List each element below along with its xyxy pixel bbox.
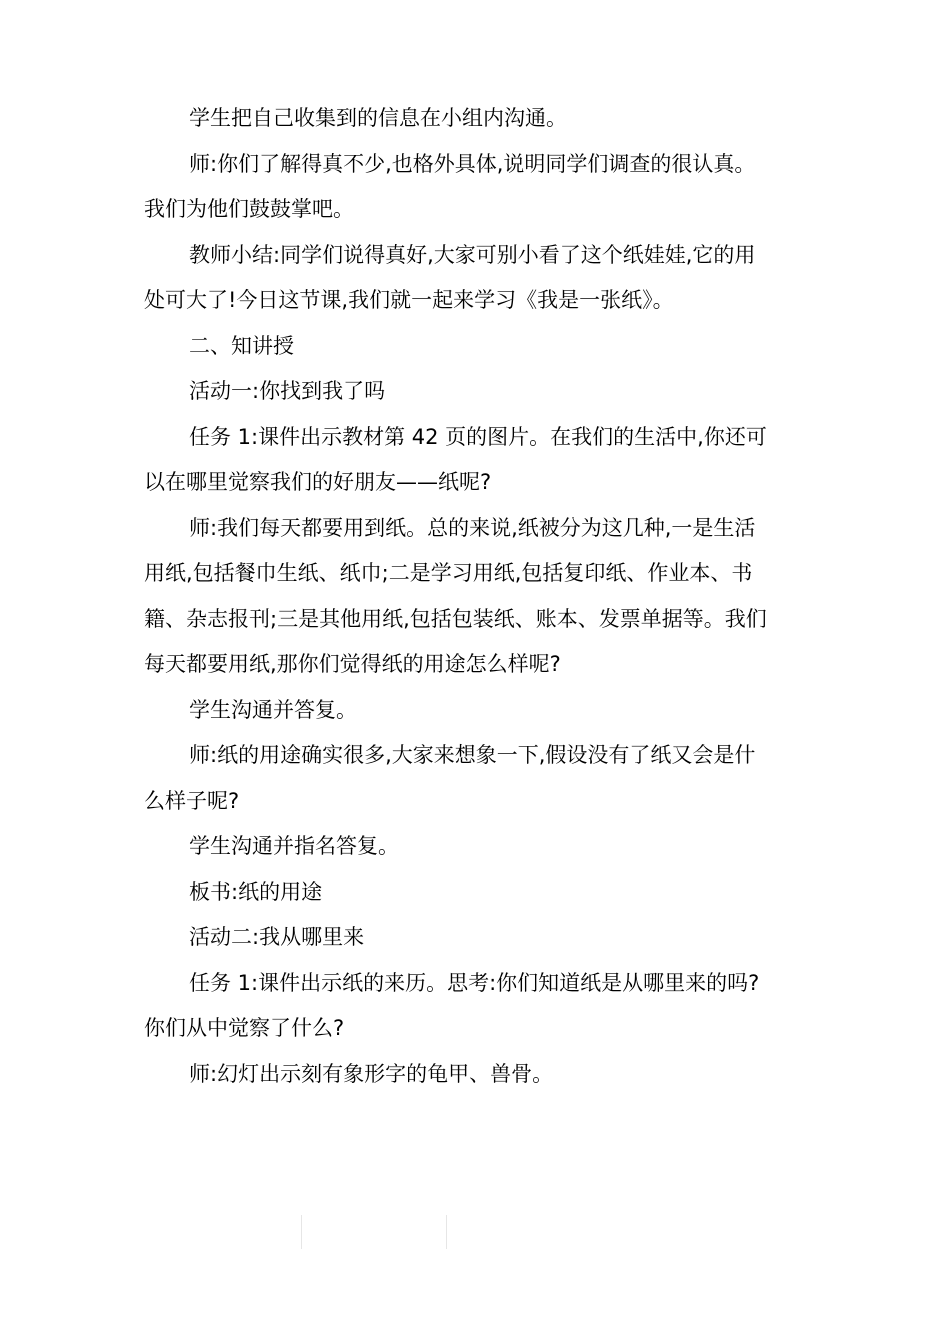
text-line: 你们从中觉察了什么?: [144, 1016, 345, 1040]
paragraph: [144, 233, 816, 324]
text-line: 籍、杂志报刊;三是其他用纸,包括包装纸、账本、发票单据等。我们: [144, 606, 767, 631]
document-body: [144, 96, 816, 1097]
text-line: 教师小结:同学们说得真好,大家可别小看了这个纸娃娃,它的用: [189, 242, 756, 267]
section-heading: [144, 324, 816, 370]
text-line: 学生把自己收集到的信息在小组内沟通。: [189, 106, 567, 130]
paragraph: [144, 733, 816, 824]
text-line: 我们为他们鼓鼓掌吧。: [144, 197, 354, 221]
text-line: 活动一:你找到我了吗: [189, 379, 386, 403]
text-line: 师:我们每天都要用到纸。总的来说,纸被分为这几种,一是生活: [189, 515, 756, 540]
text-line: 每天都要用纸,那你们觉得纸的用途怎么样呢?: [144, 652, 561, 676]
text-line: 板书:纸的用途: [189, 879, 323, 904]
paragraph: [144, 824, 816, 870]
activity-heading: [144, 915, 816, 961]
text-line: 学生沟通并答复。: [189, 697, 357, 722]
text-line: 活动二:我从哪里来: [189, 925, 365, 949]
paragraph: [144, 688, 816, 734]
text-line: 么样子呢?: [144, 788, 240, 813]
paragraph: [144, 142, 816, 233]
text-line: 任务 1:课件出示纸的来历。思考:你们知道纸是从哪里来的吗?: [189, 970, 760, 995]
text-line: 用纸,包括餐巾生纸、纸巾;二是学习用纸,包括复印纸、作业本、书: [144, 561, 753, 585]
text-line: 二、知讲授: [189, 333, 294, 358]
paragraph: [144, 415, 816, 506]
text-line: 师:幻灯出示刻有象形字的龟甲、兽骨。: [189, 1061, 554, 1086]
paragraph: [144, 961, 816, 1052]
text-line: 师:纸的用途确实很多,大家来想象一下,假设没有了纸又会是什: [189, 743, 756, 767]
text-line: 以在哪里觉察我们的好朋友——纸呢?: [144, 470, 492, 494]
text-line: 师:你们了解得真不少,也格外具体,说明同学们调查的很认真。: [189, 151, 756, 176]
paragraph: [144, 96, 816, 142]
paragraph: [144, 506, 816, 688]
footer-divider: [301, 1215, 302, 1249]
activity-heading: [144, 369, 816, 415]
text-line: 处可大了!今日这节课,我们就一起来学习《我是一张纸》。: [144, 288, 674, 312]
text-line: 学生沟通并指名答复。: [189, 834, 399, 858]
paragraph: [144, 1052, 816, 1098]
paragraph: [144, 870, 816, 916]
text-line: 任务 1:课件出示教材第 42 页的图片。在我们的生活中,你还可: [189, 424, 767, 449]
footer-divider: [446, 1215, 447, 1249]
